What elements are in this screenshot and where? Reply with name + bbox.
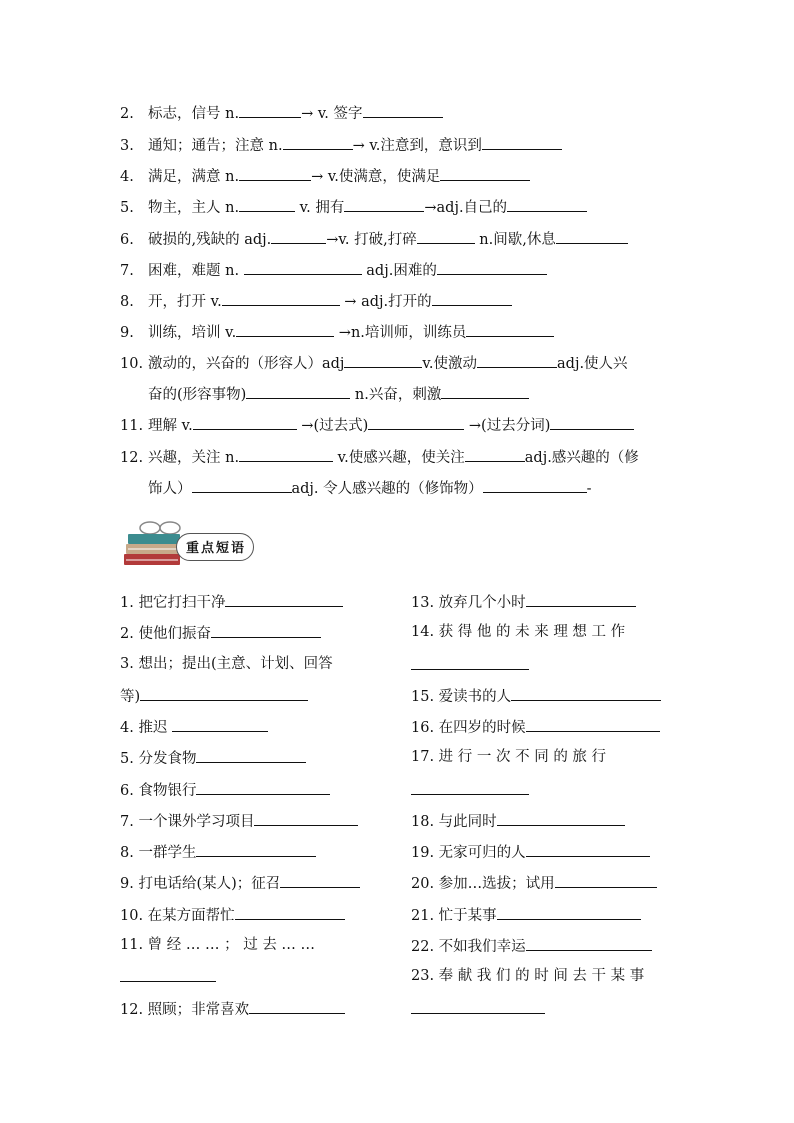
answer-blank[interactable] bbox=[120, 966, 216, 982]
item-text: →n.培训师，训练员 bbox=[334, 325, 467, 341]
phrase-text: 15. 爱读书的人 bbox=[411, 689, 512, 705]
phrase-item bbox=[411, 622, 625, 642]
item-text: 困难，难题 n. bbox=[148, 263, 244, 279]
answer-blank[interactable] bbox=[280, 872, 360, 888]
item-number: 8. bbox=[120, 294, 134, 310]
phrase-text: 19. 无家可归的人 bbox=[411, 845, 526, 861]
phrase-text: 4. 推迟 bbox=[120, 720, 173, 736]
phrase-item bbox=[120, 779, 330, 801]
answer-blank[interactable] bbox=[411, 654, 529, 670]
item-text: → v. 签字 bbox=[301, 106, 363, 122]
vocab-item bbox=[120, 228, 628, 250]
answer-blank[interactable] bbox=[244, 259, 362, 275]
vocab-item bbox=[120, 134, 562, 156]
item-text: 奋的(形容事物) bbox=[148, 387, 247, 403]
phrase-item bbox=[411, 716, 660, 738]
phrase-text: 5. 分发食物 bbox=[120, 751, 197, 767]
phrase-item bbox=[120, 998, 345, 1020]
phrase-text: 17. 进 行 一 次 不 同 的 旅 行 bbox=[411, 749, 607, 765]
item-text: 饰人） bbox=[148, 481, 192, 497]
answer-blank[interactable] bbox=[193, 414, 297, 430]
answer-blank[interactable] bbox=[246, 383, 350, 399]
answer-blank[interactable] bbox=[211, 622, 321, 638]
section-title: 重点短语 bbox=[186, 541, 247, 556]
vocab-item bbox=[120, 321, 554, 343]
item-text: →adj.自己的 bbox=[424, 200, 508, 216]
answer-blank[interactable] bbox=[482, 134, 562, 150]
answer-blank[interactable] bbox=[239, 102, 301, 118]
item-number: 11. bbox=[120, 418, 144, 434]
answer-blank[interactable] bbox=[555, 872, 657, 888]
item-number: 2. bbox=[120, 106, 134, 122]
answer-blank[interactable] bbox=[249, 998, 345, 1014]
item-text: 训练，培训 v. bbox=[148, 325, 237, 341]
item-text: 通知；通告；注意 n. bbox=[148, 138, 283, 154]
vocab-item bbox=[148, 477, 592, 499]
vocab-item bbox=[120, 352, 628, 374]
phrase-item bbox=[411, 747, 606, 767]
item-text: adj. 令人感兴趣的（修饰物） bbox=[291, 481, 483, 497]
answer-blank[interactable] bbox=[196, 747, 306, 763]
answer-blank[interactable] bbox=[225, 591, 343, 607]
answer-blank[interactable] bbox=[411, 998, 545, 1014]
phrase-item bbox=[411, 904, 641, 926]
answer-blank[interactable] bbox=[344, 196, 424, 212]
item-text: adj.困难的 bbox=[361, 263, 437, 279]
item-text: - bbox=[586, 481, 592, 497]
phrase-text: 1. 把它打扫干净 bbox=[120, 595, 226, 611]
phrase-text: 16. 在四岁的时候 bbox=[411, 720, 526, 736]
phrase-item bbox=[411, 966, 644, 986]
vocab-item bbox=[120, 290, 512, 312]
vocab-item bbox=[148, 383, 529, 405]
phrase-text: 21. 忙于某事 bbox=[411, 908, 497, 924]
phrase-item bbox=[120, 591, 343, 613]
item-number: 5. bbox=[120, 200, 134, 216]
phrase-item bbox=[411, 935, 652, 957]
phrase-item bbox=[411, 841, 650, 863]
phrase-item bbox=[120, 747, 306, 769]
phrase-text: 12. 照顾；非常喜欢 bbox=[120, 1002, 250, 1018]
phrase-item bbox=[120, 966, 216, 988]
item-text: → v.使满意，使满足 bbox=[311, 169, 441, 185]
item-text: 兴趣，关注 n. bbox=[148, 450, 240, 466]
item-text: n.间歇,休息 bbox=[474, 232, 556, 248]
item-text: 标志，信号 n. bbox=[148, 106, 240, 122]
vocab-item bbox=[120, 259, 547, 281]
phrase-text: 22. 不如我们幸运 bbox=[411, 939, 526, 955]
answer-blank[interactable] bbox=[432, 290, 512, 306]
item-text: 破损的,残缺的 adj. bbox=[148, 232, 272, 248]
phrase-item bbox=[120, 872, 360, 894]
answer-blank[interactable] bbox=[511, 685, 661, 701]
phrase-text: 等) bbox=[120, 689, 141, 705]
phrase-item bbox=[411, 685, 661, 707]
vocab-item bbox=[120, 196, 587, 218]
answer-blank[interactable] bbox=[196, 841, 316, 857]
answer-blank[interactable] bbox=[497, 810, 625, 826]
phrase-item bbox=[411, 998, 545, 1020]
vocab-item bbox=[120, 165, 530, 187]
item-number: 6. bbox=[120, 232, 134, 248]
phrase-text: 7. 一个课外学习项目 bbox=[120, 814, 255, 830]
phrase-text: 11. 曾 经 … … ； 过 去 … … bbox=[120, 937, 316, 953]
item-text: 理解 v. bbox=[148, 418, 193, 434]
item-number: 7. bbox=[120, 263, 134, 279]
phrase-item bbox=[411, 779, 529, 801]
item-number: 3. bbox=[120, 138, 134, 154]
answer-blank[interactable] bbox=[440, 165, 530, 181]
phrase-text: 8. 一群学生 bbox=[120, 845, 197, 861]
phrase-text: 14. 获 得 他 的 未 来 理 想 工 作 bbox=[411, 624, 626, 640]
answer-blank[interactable] bbox=[344, 352, 422, 368]
answer-blank[interactable] bbox=[239, 165, 311, 181]
answer-blank[interactable] bbox=[441, 383, 529, 399]
phrase-text: 2. 使他们振奋 bbox=[120, 626, 211, 642]
item-text: →v. 打破,打碎 bbox=[326, 232, 417, 248]
item-text: v.使激动 bbox=[422, 356, 478, 372]
answer-blank[interactable] bbox=[222, 290, 340, 306]
phrase-text: 13. 放弃几个小时 bbox=[411, 595, 526, 611]
phrase-item bbox=[411, 654, 529, 676]
phrase-item bbox=[411, 872, 657, 894]
answer-blank[interactable] bbox=[196, 779, 330, 795]
answer-blank[interactable] bbox=[465, 446, 525, 462]
answer-blank[interactable] bbox=[526, 935, 652, 951]
answer-blank[interactable] bbox=[483, 477, 587, 493]
item-text: 开，打开 v. bbox=[148, 294, 222, 310]
item-text: adj.感兴趣的（修 bbox=[524, 450, 639, 466]
phrase-text: 20. 参加…选拔；试用 bbox=[411, 876, 555, 892]
answer-blank[interactable] bbox=[239, 446, 333, 462]
phrase-item bbox=[411, 591, 636, 613]
item-text: adj.使人兴 bbox=[557, 356, 628, 372]
item-text: → v.注意到，意识到 bbox=[352, 138, 482, 154]
answer-blank[interactable] bbox=[477, 352, 557, 368]
vocab-item bbox=[120, 446, 639, 468]
phrase-item bbox=[120, 622, 321, 644]
phrase-item bbox=[120, 716, 268, 738]
answer-blank[interactable] bbox=[172, 716, 268, 732]
answer-blank[interactable] bbox=[497, 904, 641, 920]
vocab-item bbox=[120, 414, 634, 436]
answer-blank[interactable] bbox=[235, 904, 345, 920]
answer-blank[interactable] bbox=[239, 196, 295, 212]
answer-blank[interactable] bbox=[236, 321, 334, 337]
item-text: 激动的，兴奋的（形容人）adj bbox=[148, 356, 345, 372]
phrase-item bbox=[411, 810, 625, 832]
answer-blank[interactable] bbox=[417, 228, 475, 244]
item-text: v.使感兴趣，使关注 bbox=[333, 450, 465, 466]
phrase-item bbox=[120, 654, 333, 674]
phrase-item bbox=[120, 685, 308, 707]
item-text: → adj.打开的 bbox=[339, 294, 432, 310]
answer-blank[interactable] bbox=[254, 810, 358, 826]
phrase-text: 23. 奉 献 我 们 的 时 间 去 干 某 事 bbox=[411, 968, 645, 984]
phrase-item bbox=[120, 841, 316, 863]
phrase-item bbox=[120, 810, 358, 832]
item-text: n.兴奋，刺激 bbox=[350, 387, 442, 403]
answer-blank[interactable] bbox=[411, 779, 529, 795]
vocab-item bbox=[120, 102, 443, 124]
item-number: 12. bbox=[120, 450, 144, 466]
phrase-text: 9. 打电话给(某人)；征召 bbox=[120, 876, 281, 892]
item-text: 满足，满意 n. bbox=[148, 169, 240, 185]
item-number: 4. bbox=[120, 169, 134, 185]
answer-blank[interactable] bbox=[556, 228, 628, 244]
item-text: →(过去式) bbox=[296, 418, 369, 434]
answer-blank[interactable] bbox=[283, 134, 353, 150]
answer-blank[interactable] bbox=[363, 102, 443, 118]
answer-blank[interactable] bbox=[550, 414, 634, 430]
answer-blank[interactable] bbox=[526, 841, 650, 857]
phrase-text: 6. 食物银行 bbox=[120, 783, 197, 799]
answer-blank[interactable] bbox=[466, 321, 554, 337]
item-number: 9. bbox=[120, 325, 134, 341]
item-text: 物主，主人 n. bbox=[148, 200, 240, 216]
item-number: 10. bbox=[120, 356, 144, 372]
answer-blank[interactable] bbox=[140, 685, 308, 701]
answer-blank[interactable] bbox=[368, 414, 464, 430]
answer-blank[interactable] bbox=[526, 716, 660, 732]
answer-blank[interactable] bbox=[526, 591, 636, 607]
answer-blank[interactable] bbox=[437, 259, 547, 275]
phrase-item bbox=[120, 904, 345, 926]
answer-blank[interactable] bbox=[192, 477, 292, 493]
answer-blank[interactable] bbox=[271, 228, 326, 244]
phrase-text: 10. 在某方面帮忙 bbox=[120, 908, 235, 924]
phrase-text: 18. 与此同时 bbox=[411, 814, 497, 830]
phrase-item bbox=[120, 935, 315, 955]
item-text: →(过去分词) bbox=[464, 418, 551, 434]
phrase-text: 3. 想出；提出(主意、计划、回答 bbox=[120, 656, 333, 672]
answer-blank[interactable] bbox=[507, 196, 587, 212]
item-text: v. 拥有 bbox=[295, 200, 345, 216]
